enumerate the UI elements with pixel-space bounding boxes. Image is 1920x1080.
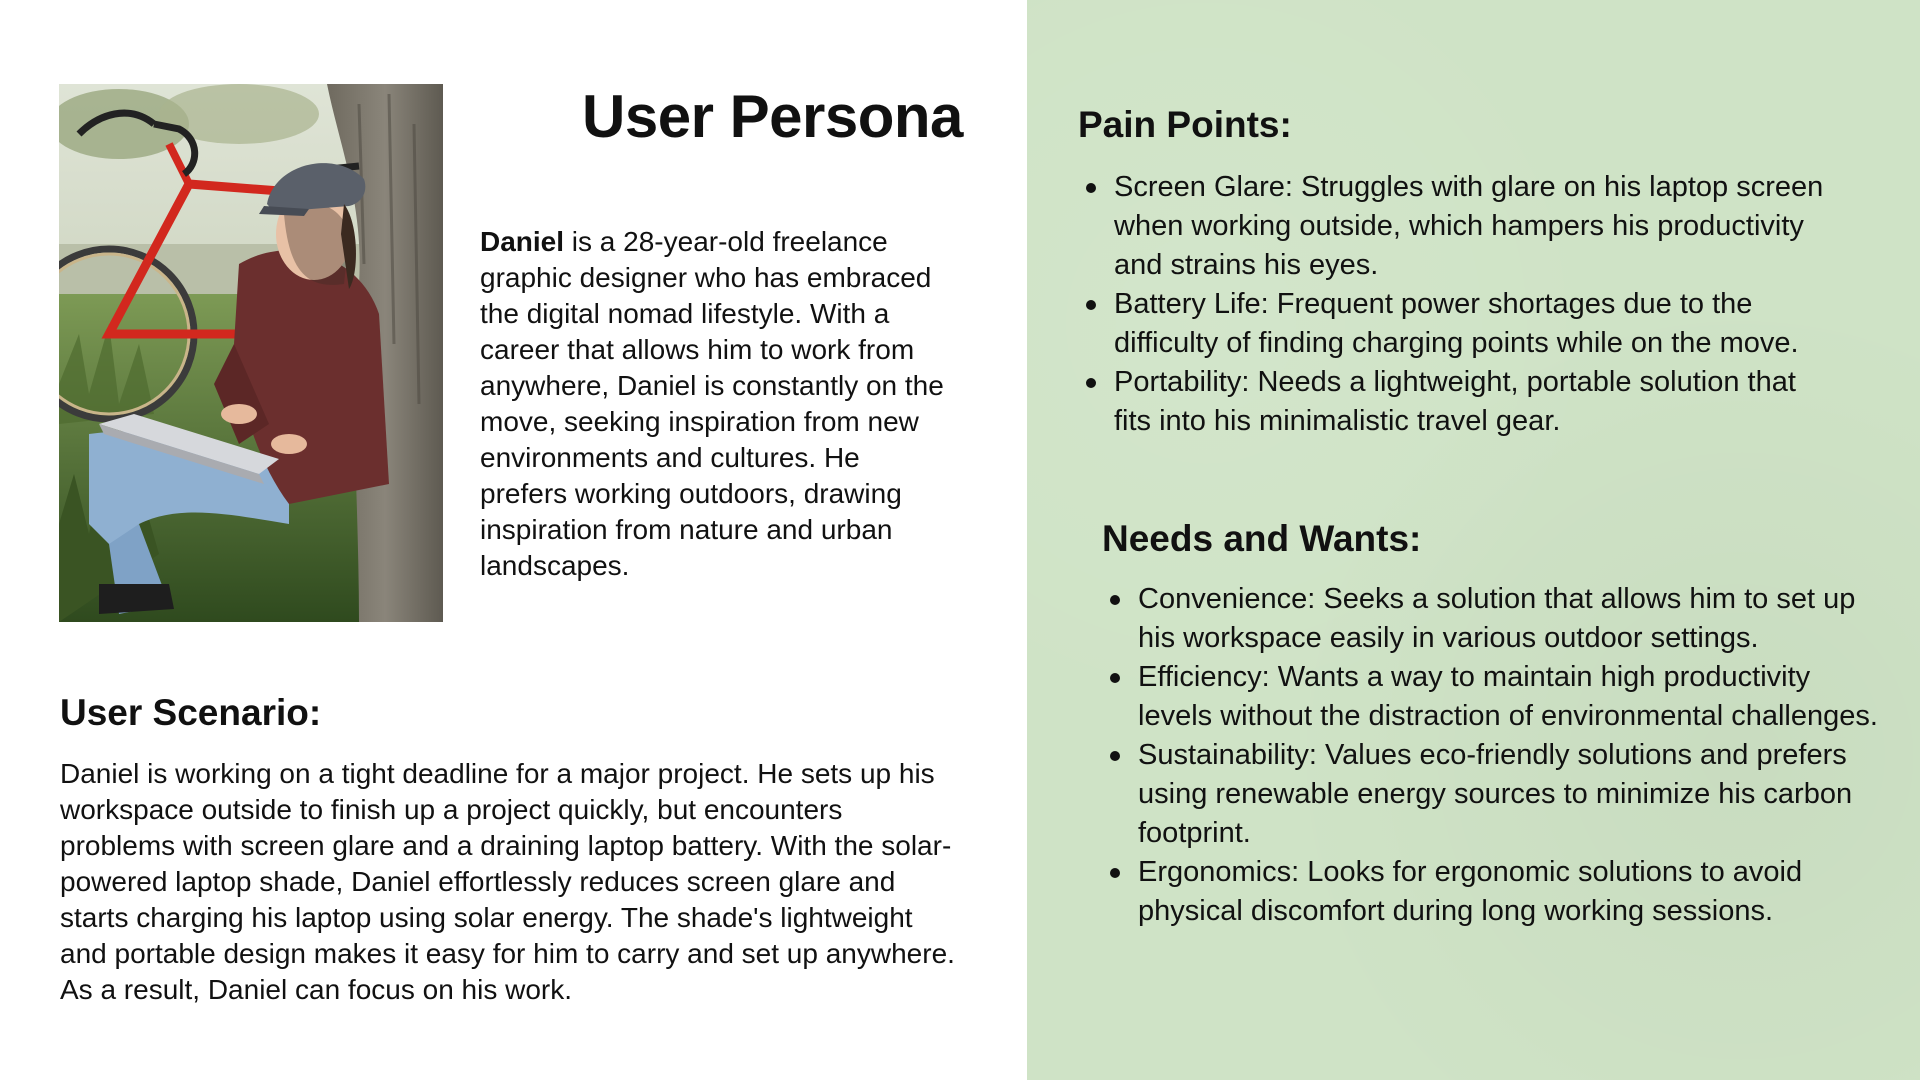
page-title: User Persona — [582, 83, 963, 150]
pain-point-item: Battery Life: Frequent power shortages due to the difficulty of finding charging points while on the move. — [1078, 285, 1838, 363]
need-item: Ergonomics: Looks for ergonomic solutions to avoid physical discomfort during long working sessions. — [1102, 853, 1882, 931]
persona-bio — [480, 224, 950, 584]
pain-points-list — [1078, 168, 1838, 441]
pain-points-heading: Pain Points: — [1078, 104, 1292, 145]
need-item: Efficiency: Wants a way to maintain high productivity levels without the distraction of environmental challenges. — [1102, 658, 1882, 736]
pain-point-item: Portability: Needs a lightweight, portable solution that fits into his minimalistic travel gear. — [1078, 363, 1838, 441]
need-item: Sustainability: Values eco-friendly solutions and prefers using renewable energy sources to minimize his carbon footprint. — [1102, 736, 1882, 853]
scenario-text: Daniel is working on a tight deadline for a major project. He sets up his workspace outside to finish up a project quickly, but encounters problems with screen glare and a draining laptop battery. With the solar-powered laptop shade, Daniel effortlessly reduces screen glare and starts charging his laptop using solar energy. The shade's lightweight and portable design makes it easy for him to carry and set up anywhere. As a result, Daniel can focus on his work. — [60, 758, 955, 1005]
persona-name: Daniel — [480, 226, 565, 257]
pain-point-item: Screen Glare: Struggles with glare on his laptop screen when working outside, which hampers his productivity and strains his eyes. — [1078, 168, 1838, 285]
needs-list — [1102, 580, 1882, 931]
persona-photo — [59, 84, 443, 622]
scenario-heading: User Scenario: — [60, 692, 322, 733]
need-item: Convenience: Seeks a solution that allows him to set up his workspace easily in various outdoor settings. — [1102, 580, 1882, 658]
needs-heading: Needs and Wants: — [1102, 518, 1422, 559]
persona-bio-text: is a 28-year-old freelance graphic designer who has embraced the digital nomad lifestyle. With a career that allows him to work from anywhere, Daniel is constantly on the move, seeking inspiration from new environments and cultures. He prefers working outdoors, drawing inspiration from nature and urban landscapes. — [480, 226, 944, 581]
